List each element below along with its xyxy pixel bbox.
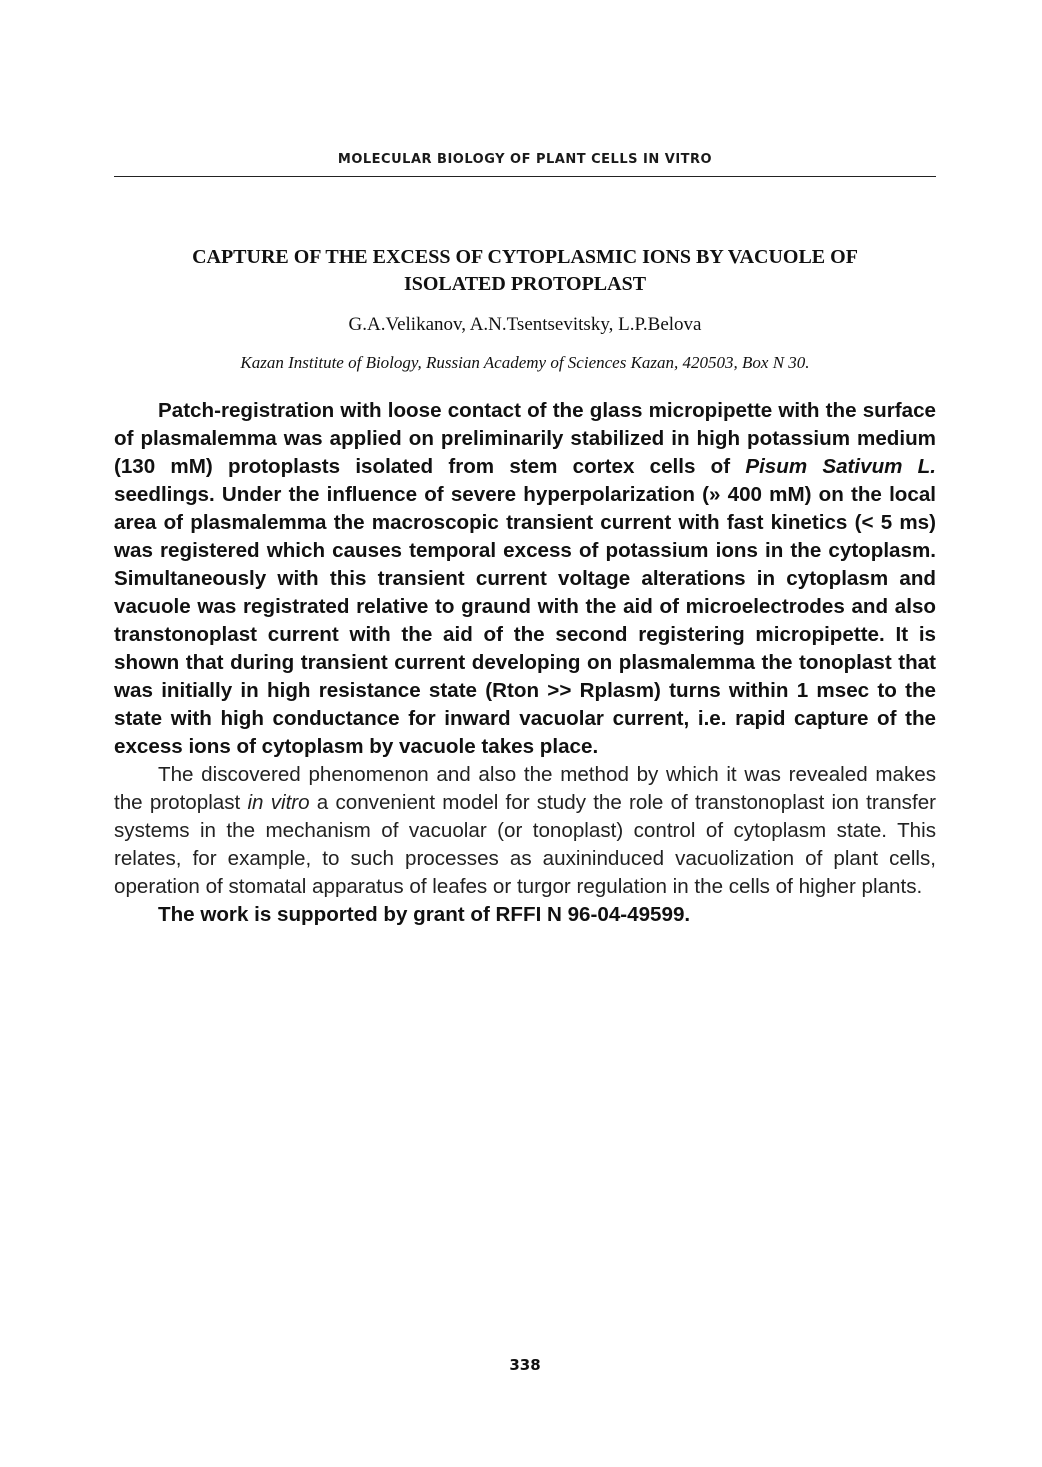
- running-header: MOLECULAR BIOLOGY OF PLANT CELLS IN VITRO: [337, 152, 713, 167]
- paragraph-1-part-2: seedlings. Under the influence of severe hyperpolarization (» 400 mM) on the local area of plasmalemma the macroscopic transient current with fast kinetics (< 5 ms) was registered which causes temporal excess of potassium ions in the cytoplasm. Simultaneously with this transient current voltage alterations in cytoplasm and vacuole was registrated relative to graund with the aid of microelectrodes and also transtonoplast current with the aid of the second registering micropipette. It is shown that during transient current developing on plasmalemma the tonoplast that was initially in high resistance state (Rton >> Rplasm) turns within 1 msec to the state with high conductance for inward vacuolar current, i.e. rapid capture of the excess ions of cytoplasm by vacuole takes place.: [114, 483, 936, 758]
- paragraph-2-part-2: a convenient model for study the role of transtonoplast ion transfer systems in the mechanism of vacuolar (or tonoplast) control of cytoplasm state. This relates, for example, to such processes as auxininduced vacuolization of plant cells, operation of stomatal apparatus of leafes or turgor regulation in the cells of higher plants.: [114, 791, 937, 898]
- authors: G.A.Velikanov, A.N.Tsentsevitsky, L.P.Belova: [348, 314, 702, 335]
- in-vitro-term: in vitro: [247, 791, 310, 814]
- species-name: Pisum Sativum L.: [745, 455, 936, 478]
- header-rule: [114, 176, 936, 177]
- title-line-2: ISOLATED PROTOPLAST: [403, 273, 647, 295]
- paragraph-3: The work is supported by grant of RFFI N 96-04-49599.: [158, 903, 691, 926]
- abstract-body: [114, 397, 936, 929]
- page-number: 338: [509, 1356, 541, 1374]
- article-title: [114, 244, 936, 298]
- paragraph-2: [114, 761, 936, 901]
- title-line-1: CAPTURE OF THE EXCESS OF CYTOPLASMIC IONS BY VACUOLE OF: [192, 246, 858, 268]
- affiliation: Kazan Institute of Biology, Russian Academy of Sciences Kazan, 420503, Box N 30.: [240, 353, 810, 372]
- paragraph-1: [114, 397, 936, 761]
- paragraph-1-part-1: Patch-registration with loose contact of the glass micropipette with the surface of plasmalemma was applied on preliminarily stabilized in high potassium medium (130 mM) protoplasts isolated from stem cortex cells of: [114, 399, 936, 478]
- paragraph-2-part-1: The discovered phenomenon and also the method by which it was revealed makes the protoplast: [114, 763, 936, 814]
